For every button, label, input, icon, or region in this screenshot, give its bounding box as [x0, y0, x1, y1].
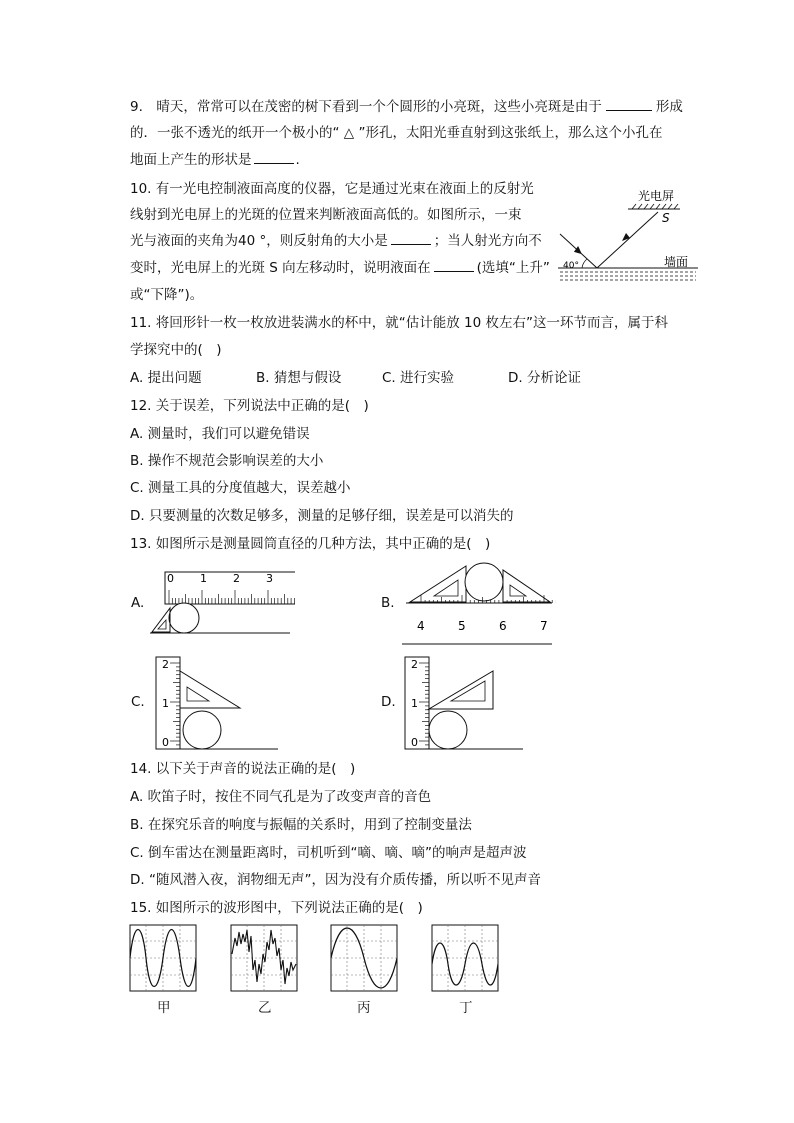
q10-line2: 线射到光电屏上的光斑的位置来判断液面高低的。如图所示，一束 [130, 207, 522, 223]
q14-stem: 14. 以下关于声音的说法正确的是( ) [130, 761, 356, 777]
q15-waveform-yi [230, 924, 298, 992]
q10-blank-2[interactable] [434, 259, 474, 272]
q10-blank-1[interactable] [391, 232, 431, 245]
q11-line2: 学探究中的( ) [130, 342, 222, 358]
q13-a-tick-0: 0 [167, 572, 174, 585]
q12-option-a[interactable]: A. 测量时，我们可以避免错误 [130, 426, 310, 442]
q13-b-tick-5: 5 [458, 619, 466, 633]
q13-d-tick-0: 0 [411, 736, 418, 749]
q12-option-b[interactable]: B. 操作不规范会影响误差的大小 [130, 453, 324, 469]
q10-spot-s-label: S [662, 211, 670, 225]
q12-option-c[interactable]: C. 测量工具的分度值越大，误差越小 [130, 480, 351, 496]
q15-caption-bing: 丙 [357, 1000, 371, 1016]
q13-c-tick-2: 2 [162, 658, 169, 671]
q15-caption-jia: 甲 [157, 1000, 171, 1016]
q9-line3 [130, 151, 300, 169]
q13-figure-c [154, 655, 280, 751]
q15-waveform-bing [330, 924, 398, 992]
q14-option-c[interactable]: C. 倒车雷达在测量距离时，司机听到“嘀、嘀、嘀”的响声是超声波 [130, 845, 527, 861]
q15-waveform-ding [431, 924, 499, 992]
q11-line1: 11. 将回形针一枚一枚放进装满水的杯中，就“估计能放 10 枚左右”这一环节而言，属于科 [130, 315, 669, 331]
q14-option-d[interactable]: D. “随风潜入夜，润物细无声”，因为没有介质传播，所以听不见声音 [130, 872, 541, 888]
q13-b-tick-4: 4 [417, 619, 425, 633]
q12-stem: 12. 关于误差，下列说法中正确的是( ) [130, 398, 369, 414]
q9-line1 [130, 98, 683, 116]
q13-figure-b [400, 558, 556, 648]
q9-line3-text: 地面上产生的形状是 [130, 152, 252, 168]
q15-caption-yi: 乙 [258, 1000, 272, 1016]
q13-c-tick-1: 1 [162, 697, 169, 710]
q15-caption-ding: 丁 [459, 1000, 473, 1016]
q10-line1: 10. 有一光电控制液面高度的仪器，它是通过光束在液面上的反射光 [130, 181, 534, 197]
q15-stem: 15. 如图所示的波形图中，下列说法正确的是( ) [130, 900, 423, 916]
q13-b-tick-6: 6 [499, 619, 507, 633]
q13-d-tick-1: 1 [411, 697, 418, 710]
q9-line2: 的．一张不透光的纸开一个极小的“ △ ”形孔，太阳光垂直射到这张纸上，那么这个小孔在 [130, 125, 663, 141]
q9-line1-end: 形成 [655, 99, 683, 115]
q13-label-c[interactable]: C. [131, 694, 145, 710]
q11-option-c[interactable]: C. 进行实验 [382, 370, 455, 386]
q11-option-b[interactable]: B. 猜想与假设 [256, 370, 342, 386]
q10-line5: 或“下降”)。 [130, 287, 204, 303]
q13-a-tick-2: 2 [233, 572, 240, 585]
q13-a-tick-1: 1 [200, 572, 207, 585]
q13-c-tick-0: 0 [162, 736, 169, 749]
q15-waveform-jia [129, 924, 197, 992]
q9-blank-1[interactable] [606, 98, 652, 111]
q10-line4-end: (选填“上升” [476, 260, 550, 276]
q10-screen-label: 光电屏 [638, 189, 675, 203]
q9-line3-end: . [295, 152, 300, 168]
q10-line3 [130, 232, 542, 250]
q14-option-a[interactable]: A. 吹笛子时，按住不同气孔是为了改变声音的音色 [130, 789, 432, 805]
q11-option-d[interactable]: D. 分析论证 [508, 370, 581, 386]
q12-option-d[interactable]: D. 只要测量的次数足够多，测量的足够仔细，误差是可以消失的 [130, 508, 514, 524]
q13-figure-a [150, 568, 295, 636]
q13-label-d[interactable]: D. [381, 694, 396, 710]
q10-wall-label: 墙面 [664, 255, 689, 269]
q11-option-a[interactable]: A. 提出问题 [130, 370, 202, 386]
q13-d-tick-2: 2 [411, 658, 418, 671]
q13-b-tick-7: 7 [540, 619, 548, 633]
q13-figure-d [403, 655, 529, 751]
q13-label-a[interactable]: A. [131, 595, 145, 611]
q10-line4 [130, 259, 550, 277]
q9-line1-text: 9. 晴天，常常可以在茂密的树下看到一个个圆形的小亮斑，这些小亮斑是由于 [130, 99, 602, 115]
q10-line3-text: 光与液面的夹角为40 °，则反射角的大小是 [130, 233, 388, 249]
q10-angle-label: 40° [563, 261, 579, 271]
q10-line3-end: ；当人射光方向不 [433, 233, 542, 249]
q10-line4-text: 变时，光电屏上的光斑 S 向左移动时，说明液面在 [130, 260, 431, 276]
q14-option-b[interactable]: B. 在探究乐音的响度与振幅的关系时，用到了控制变量法 [130, 817, 472, 833]
q13-a-tick-3: 3 [266, 572, 273, 585]
q13-label-b[interactable]: B. [381, 595, 395, 611]
q10-light-reflection-figure [552, 186, 702, 284]
q9-blank-2[interactable] [254, 151, 294, 164]
q13-stem: 13. 如图所示是测量圆筒直径的几种方法，其中正确的是( ) [130, 536, 491, 552]
